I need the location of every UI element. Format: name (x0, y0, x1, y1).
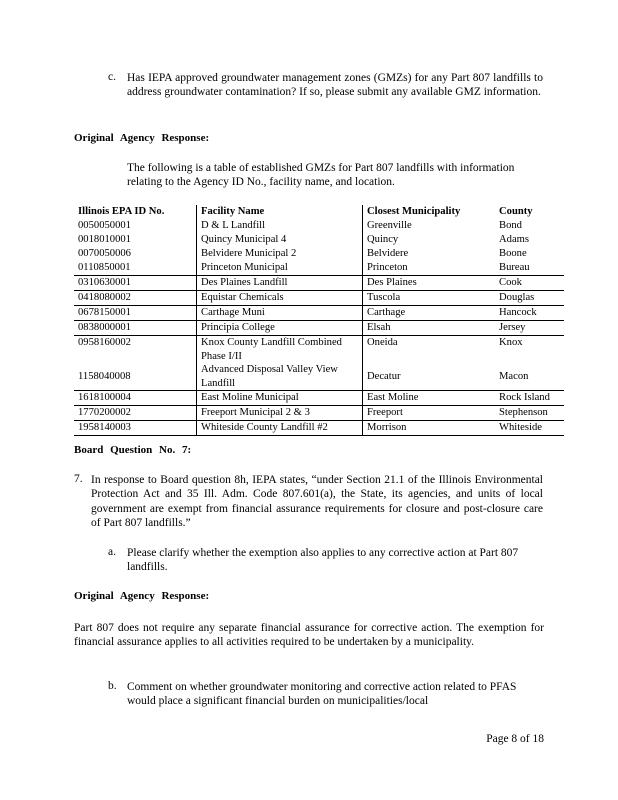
col-header-id: Illinois EPA ID No. (78, 206, 165, 218)
cell-county: Jersey (495, 321, 564, 336)
question-7b-label: b. (108, 680, 117, 692)
cell-municipality: East Moline (363, 391, 496, 406)
table-row (74, 391, 564, 406)
cell-id: 0050050001 (78, 220, 131, 231)
cell-facility: D & L Landfill (197, 219, 363, 233)
cell-county: Macon (495, 363, 564, 391)
cell-id: 0678150001 (74, 306, 197, 321)
cell-id: 0418080002 (74, 291, 197, 306)
cell-county: Stephenson (495, 406, 564, 421)
question-7b-text: Comment on whether groundwater monitoring and corrective action related to PFAS would place a significant financial burden on municipalities/local (127, 681, 517, 708)
response-heading-2: Original Agency Response: (74, 590, 210, 602)
cell-id: 0110850001 (74, 261, 197, 276)
table-row (74, 321, 564, 336)
cell-facility: Knox County Landfill Combined Phase I/II (197, 336, 363, 364)
cell-municipality: Quincy (363, 233, 496, 247)
col-header-county: County (499, 206, 533, 218)
gmz-table (74, 205, 564, 436)
question-7a-text: Please clarify whether the exemption also applies to any corrective action at Part 807 landfills. (127, 547, 519, 574)
cell-municipality: Oneida (363, 336, 496, 364)
cell-id: 1958140003 (74, 421, 197, 436)
cell-facility: Principia College (197, 321, 363, 336)
cell-id: 0838000001 (74, 321, 197, 336)
cell-county: Whiteside (495, 421, 564, 436)
cell-municipality: Tuscola (363, 291, 496, 306)
response-7a-text: Part 807 does not require any separate financial assurance for corrective action. The exemption for financial assurance applies to all activities required to be undertaken by a municipality. (74, 622, 544, 649)
cell-municipality: Morrison (363, 421, 496, 436)
table-row (74, 247, 564, 261)
cell-municipality: Freeport (363, 406, 496, 421)
cell-id: 0958160002 (78, 337, 131, 348)
question-7-label: 7. (74, 473, 83, 485)
cell-county: Cook (495, 276, 564, 291)
question-7-text: In response to Board question 8h, IEPA states, “under Section 21.1 of the Illinois Environmental Protection Act and 35 Ill. Adm. Code 807.601(a), the State, its agencies, and units of local government are exempt from financial assurance requirements for closure and post-closure care of Part 807 landfills.” (91, 474, 543, 530)
cell-id: 0018010001 (78, 234, 131, 245)
cell-id: 1618100004 (74, 391, 197, 406)
table-row (74, 421, 564, 436)
cell-facility: Quincy Municipal 4 (197, 233, 363, 247)
cell-facility: East Moline Municipal (197, 391, 363, 406)
cell-id: 0310630001 (74, 276, 197, 291)
response-intro: The following is a table of established GMZs for Part 807 landfills with information relating to the Agency ID No., facility name, and location. (127, 162, 515, 189)
cell-id: 1158040008 (74, 363, 197, 391)
question-7a-label: a. (108, 546, 116, 558)
cell-county: Bureau (495, 261, 564, 276)
cell-county: Bond (499, 220, 522, 231)
cell-facility: Carthage Muni (197, 306, 363, 321)
cell-county: Knox (499, 337, 523, 348)
col-header-municipality: Closest Municipality (363, 205, 496, 219)
table-row (74, 336, 564, 364)
table-row (74, 219, 564, 233)
cell-facility: Princeton Municipal (197, 261, 363, 276)
table-row (74, 233, 564, 247)
cell-county: Rock Island (495, 391, 564, 406)
cell-facility: Whiteside County Landfill #2 (197, 421, 363, 436)
cell-county: Hancock (495, 306, 564, 321)
board-question-heading: Board Question No. 7: (74, 444, 192, 456)
cell-facility: Des Plaines Landfill (197, 276, 363, 291)
table-row (74, 363, 564, 391)
table-row (74, 291, 564, 306)
cell-municipality: Carthage (363, 306, 496, 321)
table-row (74, 306, 564, 321)
cell-facility: Freeport Municipal 2 & 3 (197, 406, 363, 421)
cell-id: 0070050006 (78, 248, 131, 259)
table-row (74, 261, 564, 276)
question-c-text: Has IEPA approved groundwater management zones (GMZs) for any Part 807 landfills to address groundwater contamination? If so, please submit any available GMZ information. (127, 72, 543, 99)
cell-municipality: Des Plaines (363, 276, 496, 291)
cell-county: Adams (499, 234, 530, 245)
response-heading-1: Original Agency Response: (74, 132, 210, 144)
cell-facility: Belvidere Municipal 2 (197, 247, 363, 261)
cell-municipality: Greenville (363, 219, 496, 233)
col-header-facility: Facility Name (197, 205, 363, 219)
cell-municipality: Princeton (363, 261, 496, 276)
cell-municipality: Decatur (363, 363, 496, 391)
cell-facility: Equistar Chemicals (197, 291, 363, 306)
cell-facility: Advanced Disposal Valley View Landfill (197, 363, 363, 391)
cell-municipality: Elsah (363, 321, 496, 336)
cell-municipality: Belvidere (363, 247, 496, 261)
cell-county: Boone (499, 248, 527, 259)
question-c-label: c. (108, 71, 116, 83)
table-row (74, 406, 564, 421)
cell-id: 1770200002 (74, 406, 197, 421)
cell-county: Douglas (495, 291, 564, 306)
table-row (74, 276, 564, 291)
page-number: Page 8 of 18 (486, 733, 544, 745)
